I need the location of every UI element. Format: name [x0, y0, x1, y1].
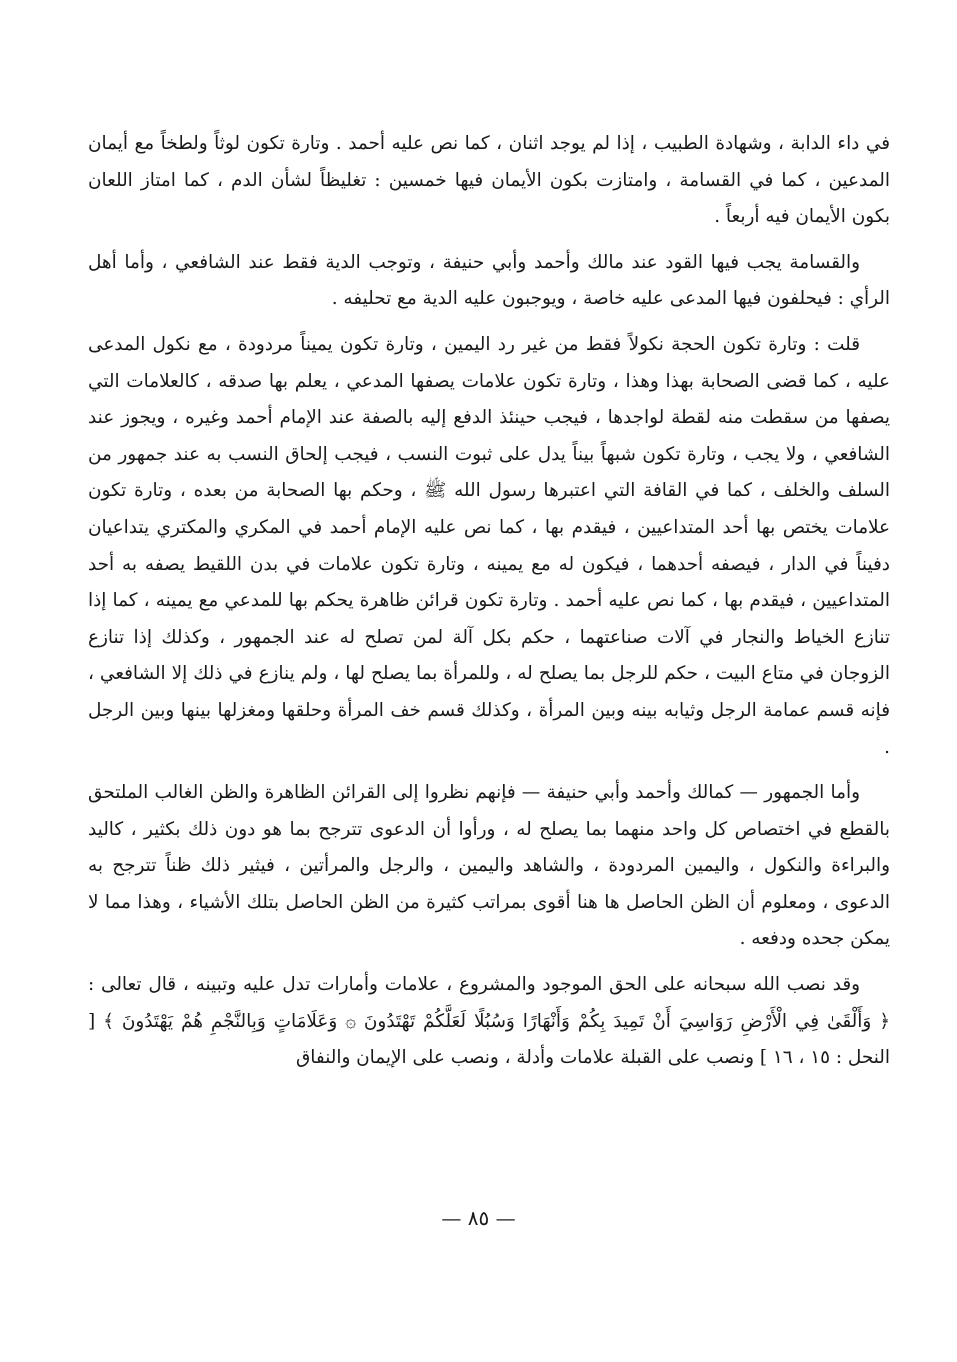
paragraph-1: في داء الدابة ، وشهادة الطبيب ، إذا لم يوجد اثنان ، كما نص عليه أحمد . وتارة تكون لوثاً ولطخاً مع أيمان المدعين ، كما في القسامة ، وامتازت بكون الأيمان فيها خمسين : تغليظاً لشأن الدم ، كما امتاز اللعان بكون الأيمان فيه أربعاً . [88, 133, 890, 228]
paragraph-2: والقسامة يجب فيها القود عند مالك وأحمد وأبي حنيفة ، وتوجب الدية فقط عند الشافعي ، وأما أهل الرأي : فيحلفون فيها المدعى عليه خاصة ، ويوجبون عليه الدية مع تحليفه . [88, 251, 890, 310]
paragraph-4: وأما الجمهور — كمالك وأحمد وأبي حنيفة — فإنهم نظروا إلى القرائن الظاهرة والظن الغالب الملتحق بالقطع في اختصاص كل واحد منهما بما يصلح له ، ورأوا أن الدعوى تترجح بما هو دون ذلك بكثير ، كاليد والبراءة والنكول ، واليمين المردودة ، والشاهد واليمين ، والرجل والمرأتين ، فيثير ذلك ظناً تترجح به الدعوى ، ومعلوم أن الظن الحاصل ها هنا أقوى بمراتب كثيرة من الظن الحاصل بتلك الأشياء ، وهذا مما لا يمكن جحده ودفعه . [88, 782, 890, 950]
body-text [88, 126, 890, 1086]
paragraph-3: قلت : وتارة تكون الحجة نكولاً فقط من غير رد اليمين ، وتارة تكون يميناً مردودة ، مع نكول المدعى عليه ، كما قضى الصحابة بهذا وهذا ، وتارة تكون علامات يصفها المدعي ، يعلم بها صدقه ، كالعلامات التي يصفها من سقطت منه لقطة لواجدها ، فيجب حينئذ الدفع إليه بالصفة عند الإمام أحمد وغيره ، ويجوز عند الشافعي ، ولا يجب ، وتارة تكون شبهاً بيناً يدل على ثبوت النسب ، فيجب إلحاق النسب به عند جمهور من السلف والخلف ، كما في القافة التي اعتبرها رسول الله ﷺ ، وحكم بها الصحابة من بعده ، وتارة تكون علامات يختص بها أحد المتداعيين ، فيقدم بها ، كما نص عليه الإمام أحمد في المكري والمكتري يتداعيان دفيناً في الدار ، فيصفه أحدهما ، فيكون له مع يمينه ، وتارة تكون علامات في بدن اللقيط يصفه به أحد المتداعيين ، فيقدم بها ، كما نص عليه أحمد . وتارة تكون قرائن ظاهرة يحكم بها للمدعي مع يمينه ، كما إذا تنازع الخياط والنجار في آلات صناعتهما ، حكم بكل آلة لمن تصلح له عند الجمهور ، وكذلك إذا تنازع الزوجان في متاع البيت ، حكم للرجل بما يصلح له ، وللمرأة بما يصلح لها ، ولم ينازع في ذلك إلا الشافعي ، فإنه قسم عمامة الرجل وثيابه بينه وبين المرأة ، وكذلك قسم خف المرأة وحلقها ومغزلها بينها وبين الرجل . [88, 333, 891, 758]
page-number: — ٨٥ — [441, 1206, 516, 1230]
paragraph-5: وقد نصب الله سبحانه على الحق الموجود والمشروع ، علامات وأمارات تدل عليه وتبينه ، قال تعالى : ﴿ وَأَلْقَىٰ فِي الْأَرْضِ رَوَاسِيَ أَنْ تَمِيدَ بِكُمْ وَأَنْهَارًا وَسُبُلًا لَعَلَّكُمْ تَهْتَدُونَ ۞ وَعَلَامَاتٍ وَبِالنَّجْمِ هُمْ يَهْتَدُونَ ﴾ [ النحل : ١٥ ، ١٦ ] ونصب على القبلة علامات وأدلة ، ونصب على الإيمان والنفاق [88, 974, 890, 1069]
